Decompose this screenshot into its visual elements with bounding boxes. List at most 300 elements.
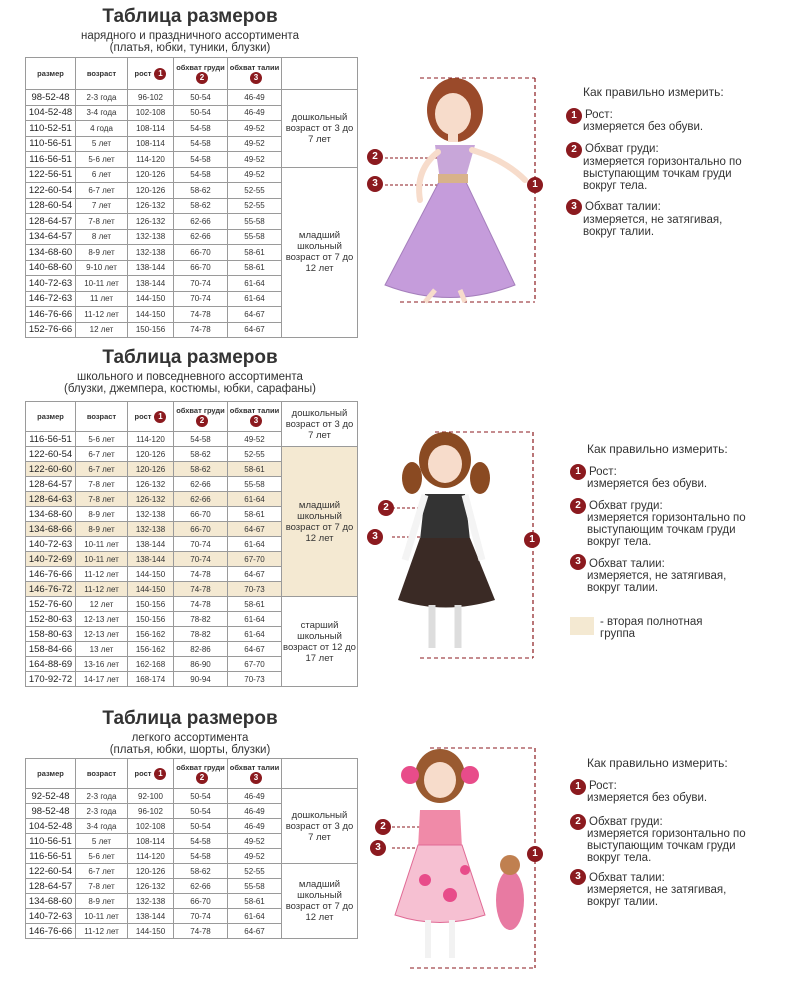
age-cell: 10-11 лет — [76, 552, 128, 567]
s2-subtitle-items: (блузки, джемпера, костюмы, юбки, сарафаны) — [64, 383, 316, 395]
chest-cell: 50-54 — [174, 90, 228, 106]
waist-cell: 52-55 — [228, 198, 282, 214]
chest-cell: 66-70 — [174, 260, 228, 276]
age-cell: 11-12 лет — [76, 307, 128, 323]
size-cell: 128-64-57 — [26, 477, 76, 492]
size-cell: 122-56-51 — [26, 167, 76, 183]
s2-size-table — [25, 401, 358, 687]
s3-howto-title: Как правильно измерить: — [587, 756, 728, 770]
waist-header-label: обхват талии — [229, 763, 280, 772]
s3-howto-badge-two: 2 — [570, 814, 586, 830]
age-cell: 11-12 лет — [76, 582, 128, 597]
height-cell: 132-138 — [128, 894, 174, 909]
waist-cell: 61-64 — [228, 909, 282, 924]
s3-subtitle-items: (платья, юбки, шорты, блузки) — [109, 744, 271, 756]
table-header-row — [26, 58, 358, 90]
s2-howto-badge-three: 3 — [570, 554, 586, 570]
size-cell: 104-52-48 — [26, 819, 76, 834]
chest-cell: 70-74 — [174, 291, 228, 307]
s1-marker-two: 2 — [367, 149, 383, 165]
height-cell: 150-156 — [128, 597, 174, 612]
age-cell: 8-9 лет — [76, 894, 128, 909]
size-cell: 158-80-63 — [26, 627, 76, 642]
waist-cell: 67-70 — [228, 552, 282, 567]
chest-cell: 66-70 — [174, 507, 228, 522]
chest-cell: 54-58 — [174, 152, 228, 168]
height-cell: 132-138 — [128, 507, 174, 522]
s1-marker-one: 1 — [527, 177, 543, 193]
s3-size-table — [25, 758, 358, 939]
height-cell: 138-144 — [128, 537, 174, 552]
size-cell: 140-72-63 — [26, 276, 76, 292]
age-cell: 6 лет — [76, 167, 128, 183]
waist-cell: 64-67 — [228, 642, 282, 657]
chest-cell: 70-74 — [174, 552, 228, 567]
chest-cell: 62-66 — [174, 229, 228, 245]
chest-cell: 62-66 — [174, 492, 228, 507]
size-cell: 146-76-66 — [26, 924, 76, 939]
chest-cell: 74-78 — [174, 322, 228, 338]
s1-howto-height-text: измеряется без обуви. — [583, 121, 704, 133]
s2-howto-height-text: измеряется без обуви. — [587, 478, 708, 490]
height-cell: 132-138 — [128, 522, 174, 537]
s1-howto-title: Как правильно измерить: — [583, 85, 724, 99]
s2-howto-badge-two: 2 — [570, 498, 586, 514]
size-cell: 128-64-57 — [26, 879, 76, 894]
size-cell: 92-52-48 — [26, 789, 76, 804]
waist-cell: 49-52 — [228, 432, 282, 447]
chest-header-number-badge: 2 — [196, 72, 208, 84]
age-header — [76, 759, 128, 789]
height-cell: 144-150 — [128, 567, 174, 582]
age-header — [76, 402, 128, 432]
height-cell: 96-102 — [128, 90, 174, 106]
age-cell: 8 лет — [76, 229, 128, 245]
height-cell: 138-144 — [128, 552, 174, 567]
waist-cell: 46-49 — [228, 804, 282, 819]
height-header — [128, 402, 174, 432]
chest-header-label: обхват груди — [176, 406, 225, 415]
age-cell: 8-9 лет — [76, 507, 128, 522]
size-cell: 98-52-48 — [26, 90, 76, 106]
s1-title: Таблица размеров — [102, 6, 278, 27]
chest-header — [174, 58, 228, 90]
waist-header — [228, 759, 282, 789]
chest-cell: 66-70 — [174, 522, 228, 537]
height-header — [128, 58, 174, 90]
s2-title: Таблица размеров — [102, 347, 278, 368]
s3-marker-two: 2 — [375, 819, 391, 835]
waist-cell: 55-58 — [228, 229, 282, 245]
height-header-label: рост — [134, 768, 152, 778]
age-cell: 7-8 лет — [76, 492, 128, 507]
waist-cell: 52-55 — [228, 447, 282, 462]
size-cell: 146-76-66 — [26, 307, 76, 323]
size-cell: 152-76-60 — [26, 597, 76, 612]
age-cell: 6-7 лет — [76, 864, 128, 879]
height-cell: 144-150 — [128, 924, 174, 939]
size-cell: 128-64-57 — [26, 214, 76, 230]
chest-header — [174, 759, 228, 789]
waist-cell: 64-67 — [228, 924, 282, 939]
chest-cell: 54-58 — [174, 432, 228, 447]
height-cell: 120-126 — [128, 167, 174, 183]
table-header-row — [26, 402, 358, 432]
height-cell: 108-114 — [128, 136, 174, 152]
age-group-cell: старший школьный возраст от 12 до 17 лет — [282, 597, 358, 687]
s1-size-table — [25, 57, 358, 338]
s3-howto-height-text: измеряется без обуви. — [587, 792, 708, 804]
height-cell: 126-132 — [128, 879, 174, 894]
chest-cell: 78-82 — [174, 612, 228, 627]
size-cell: 134-68-60 — [26, 894, 76, 909]
size-header — [26, 759, 76, 789]
chest-cell: 58-62 — [174, 864, 228, 879]
chest-cell: 78-82 — [174, 627, 228, 642]
waist-header-label: обхват талии — [229, 63, 280, 72]
s2-howto-waist-text: измеряется, не затягивая, вокруг талии. — [587, 570, 727, 594]
chest-cell: 58-62 — [174, 198, 228, 214]
waist-cell: 49-52 — [228, 167, 282, 183]
s2-marker-one: 1 — [524, 532, 540, 548]
size-cell: 134-64-57 — [26, 229, 76, 245]
height-cell: 138-144 — [128, 260, 174, 276]
waist-cell: 49-52 — [228, 849, 282, 864]
age-cell: 2-3 года — [76, 90, 128, 106]
waist-cell: 46-49 — [228, 90, 282, 106]
age-cell: 12 лет — [76, 597, 128, 612]
chest-cell: 66-70 — [174, 894, 228, 909]
size-cell: 152-76-66 — [26, 322, 76, 338]
height-cell: 144-150 — [128, 582, 174, 597]
height-header-number-badge: 1 — [154, 768, 166, 780]
table-row — [26, 167, 358, 183]
height-cell: 120-126 — [128, 462, 174, 477]
s2-howto-chest-text: измеряется горизонтально по выступающим точкам груди вокруг тела. — [587, 512, 746, 548]
size-cell: 122-60-60 — [26, 462, 76, 477]
s2-marker-three: 3 — [367, 529, 383, 545]
age-cell: 11 лет — [76, 291, 128, 307]
height-cell: 102-108 — [128, 105, 174, 121]
height-cell: 144-150 — [128, 307, 174, 323]
s1-subtitle-items: (платья, юбки, туники, блузки) — [109, 42, 271, 54]
height-cell: 108-114 — [128, 121, 174, 137]
size-cell: 128-60-54 — [26, 198, 76, 214]
age-cell: 8-9 лет — [76, 522, 128, 537]
waist-cell: 64-67 — [228, 322, 282, 338]
table-row — [26, 789, 358, 804]
chest-cell: 62-66 — [174, 214, 228, 230]
age-cell: 9-10 лет — [76, 260, 128, 276]
size-cell: 128-64-63 — [26, 492, 76, 507]
height-cell: 150-156 — [128, 322, 174, 338]
size-header — [26, 402, 76, 432]
height-cell: 120-126 — [128, 447, 174, 462]
s1-howto-waist-text: измеряется, не затягивая, вокруг талии. — [583, 214, 723, 238]
height-header — [128, 759, 174, 789]
height-cell: 114-120 — [128, 432, 174, 447]
height-cell: 162-168 — [128, 657, 174, 672]
height-cell: 126-132 — [128, 214, 174, 230]
age-group-cell: дошкольный возраст от 3 до 7 лет — [282, 789, 358, 864]
waist-cell: 58-61 — [228, 462, 282, 477]
s3-title: Таблица размеров — [102, 708, 278, 729]
age-cell: 7-8 лет — [76, 879, 128, 894]
waist-cell: 46-49 — [228, 789, 282, 804]
s1-subtitle: нарядного и праздничного ассортимента — [81, 30, 299, 42]
size-cell: 170-92-72 — [26, 672, 76, 687]
age-cell: 5-6 лет — [76, 152, 128, 168]
size-cell: 146-72-63 — [26, 291, 76, 307]
s1-howto-height-label: Рост: — [585, 109, 613, 121]
age-cell: 6-7 лет — [76, 462, 128, 477]
age-cell: 10-11 лет — [76, 276, 128, 292]
height-cell: 138-144 — [128, 276, 174, 292]
s2-subtitle: школьного и повседневного ассортимента — [77, 371, 303, 383]
chest-header-number-badge: 2 — [196, 772, 208, 784]
chest-cell: 74-78 — [174, 307, 228, 323]
table-row — [26, 864, 358, 879]
chest-cell: 50-54 — [174, 789, 228, 804]
s3-howto-badge-one: 1 — [570, 779, 586, 795]
chest-cell: 70-74 — [174, 276, 228, 292]
s1-howto-badge-three: 3 — [566, 199, 582, 215]
table-header-row — [26, 759, 358, 789]
chest-cell: 74-78 — [174, 582, 228, 597]
age-cell: 6-7 лет — [76, 183, 128, 199]
size-cell: 98-52-48 — [26, 804, 76, 819]
waist-cell: 55-58 — [228, 214, 282, 230]
height-cell: 126-132 — [128, 198, 174, 214]
size-header-label: размер — [37, 769, 64, 778]
size-cell: 134-68-60 — [26, 245, 76, 261]
second-fullness-group-swatch — [570, 617, 594, 635]
group-header-blank — [282, 759, 358, 789]
age-header — [76, 58, 128, 90]
size-cell: 116-56-51 — [26, 432, 76, 447]
waist-header-number-badge: 3 — [250, 415, 262, 427]
age-cell: 14-17 лет — [76, 672, 128, 687]
waist-cell: 58-61 — [228, 507, 282, 522]
age-cell: 8-9 лет — [76, 245, 128, 261]
size-header — [26, 58, 76, 90]
table-row — [26, 90, 358, 106]
age-cell: 3-4 года — [76, 105, 128, 121]
chest-cell: 54-58 — [174, 121, 228, 137]
chest-cell: 50-54 — [174, 819, 228, 834]
age-cell: 7 лет — [76, 198, 128, 214]
age-header-label: возраст — [86, 769, 117, 778]
height-cell: 168-174 — [128, 672, 174, 687]
height-cell: 144-150 — [128, 291, 174, 307]
size-cell: 122-60-54 — [26, 183, 76, 199]
age-cell: 2-3 года — [76, 804, 128, 819]
chest-header-label: обхват груди — [176, 63, 225, 72]
height-cell: 102-108 — [128, 819, 174, 834]
waist-cell: 55-58 — [228, 879, 282, 894]
size-cell: 164-88-69 — [26, 657, 76, 672]
waist-cell: 55-58 — [228, 477, 282, 492]
waist-cell: 61-64 — [228, 612, 282, 627]
size-cell: 110-56-51 — [26, 834, 76, 849]
chest-cell: 82-86 — [174, 642, 228, 657]
waist-cell: 46-49 — [228, 819, 282, 834]
size-header-label: размер — [37, 412, 64, 421]
age-cell: 13 лет — [76, 642, 128, 657]
age-cell: 5-6 лет — [76, 432, 128, 447]
waist-cell: 49-52 — [228, 834, 282, 849]
waist-header-label: обхват талии — [229, 406, 280, 415]
waist-cell: 49-52 — [228, 121, 282, 137]
height-cell: 132-138 — [128, 229, 174, 245]
height-header-label: рост — [134, 68, 152, 78]
chest-cell: 50-54 — [174, 804, 228, 819]
height-cell: 114-120 — [128, 849, 174, 864]
waist-cell: 49-52 — [228, 152, 282, 168]
size-cell: 158-84-66 — [26, 642, 76, 657]
height-header-label: рост — [134, 411, 152, 421]
age-cell: 11-12 лет — [76, 567, 128, 582]
height-cell: 126-132 — [128, 492, 174, 507]
age-header-label: возраст — [86, 69, 117, 78]
chest-cell: 62-66 — [174, 477, 228, 492]
s3-subtitle: легкого ассортимента — [131, 732, 249, 744]
chest-cell: 74-78 — [174, 597, 228, 612]
waist-cell: 64-67 — [228, 522, 282, 537]
size-cell: 122-60-54 — [26, 447, 76, 462]
age-cell: 10-11 лет — [76, 537, 128, 552]
age-group-cell: младший школьный возраст от 7 до 12 лет — [282, 167, 358, 338]
age-cell: 2-3 года — [76, 789, 128, 804]
s1-howto-badge-two: 2 — [566, 142, 582, 158]
s3-howto-waist-label: Обхват талии: — [589, 872, 665, 884]
s3-howto-chest-label: Обхват груди: — [589, 816, 663, 828]
s2-marker-two: 2 — [378, 500, 394, 516]
height-cell: 156-162 — [128, 627, 174, 642]
size-cell: 146-76-72 — [26, 582, 76, 597]
height-cell: 108-114 — [128, 834, 174, 849]
height-cell: 156-162 — [128, 642, 174, 657]
waist-cell: 67-70 — [228, 657, 282, 672]
chest-cell: 58-62 — [174, 447, 228, 462]
waist-cell: 61-64 — [228, 537, 282, 552]
height-cell: 120-126 — [128, 183, 174, 199]
s3-howto-badge-three: 3 — [570, 869, 586, 885]
size-cell: 116-56-51 — [26, 152, 76, 168]
age-cell: 5 лет — [76, 834, 128, 849]
waist-cell: 58-61 — [228, 245, 282, 261]
age-header-label: возраст — [86, 412, 117, 421]
waist-cell: 64-67 — [228, 567, 282, 582]
chest-cell: 62-66 — [174, 879, 228, 894]
chest-header-label: обхват груди — [176, 763, 225, 772]
height-cell: 138-144 — [128, 909, 174, 924]
s2-howto-badge-one: 1 — [570, 464, 586, 480]
size-cell: 152-80-63 — [26, 612, 76, 627]
s2-howto-chest-label: Обхват груди: — [589, 500, 663, 512]
waist-cell: 70-73 — [228, 672, 282, 687]
age-group-cell: дошкольный возраст от 3 до 7 лет — [282, 90, 358, 168]
height-header-number-badge: 1 — [154, 411, 166, 423]
age-cell: 5 лет — [76, 136, 128, 152]
chest-cell: 90-94 — [174, 672, 228, 687]
size-cell: 104-52-48 — [26, 105, 76, 121]
size-cell: 140-72-69 — [26, 552, 76, 567]
height-cell: 132-138 — [128, 245, 174, 261]
age-cell: 12-13 лет — [76, 627, 128, 642]
waist-cell: 61-64 — [228, 492, 282, 507]
s3-marker-one: 1 — [527, 846, 543, 862]
size-cell: 122-60-54 — [26, 864, 76, 879]
waist-cell: 58-61 — [228, 260, 282, 276]
age-cell: 13-16 лет — [76, 657, 128, 672]
chest-cell: 86-90 — [174, 657, 228, 672]
age-group-cell: дошкольный возраст от 3 до 7 лет — [282, 402, 358, 447]
size-cell: 140-72-63 — [26, 909, 76, 924]
size-header-label: размер — [37, 69, 64, 78]
age-cell: 12-13 лет — [76, 612, 128, 627]
age-cell: 5-6 лет — [76, 849, 128, 864]
s2-howto-height-label: Рост: — [589, 466, 617, 478]
chest-cell: 54-58 — [174, 849, 228, 864]
size-cell: 116-56-51 — [26, 849, 76, 864]
chest-header-number-badge: 2 — [196, 415, 208, 427]
chest-cell: 54-58 — [174, 136, 228, 152]
waist-cell: 61-64 — [228, 627, 282, 642]
height-cell: 150-156 — [128, 612, 174, 627]
waist-header-number-badge: 3 — [250, 72, 262, 84]
chest-cell: 58-62 — [174, 462, 228, 477]
waist-cell: 64-67 — [228, 307, 282, 323]
waist-header — [228, 402, 282, 432]
s1-howto-badge-one: 1 — [566, 108, 582, 124]
waist-cell: 61-64 — [228, 276, 282, 292]
waist-header-number-badge: 3 — [250, 772, 262, 784]
waist-cell: 49-52 — [228, 136, 282, 152]
waist-header — [228, 58, 282, 90]
waist-cell: 58-61 — [228, 597, 282, 612]
table-row — [26, 597, 358, 612]
s2-howto-title: Как правильно измерить: — [587, 442, 728, 456]
s1-howto-chest-text: измеряется горизонтально по выступающим точкам груди вокруг тела. — [583, 156, 742, 192]
waist-cell: 52-55 — [228, 183, 282, 199]
chest-cell: 54-58 — [174, 834, 228, 849]
size-cell: 134-68-60 — [26, 507, 76, 522]
size-cell: 134-68-66 — [26, 522, 76, 537]
waist-cell: 46-49 — [228, 105, 282, 121]
chest-cell: 74-78 — [174, 924, 228, 939]
waist-cell: 61-64 — [228, 291, 282, 307]
size-cell: 110-52-51 — [26, 121, 76, 137]
age-cell: 12 лет — [76, 322, 128, 338]
waist-cell: 58-61 — [228, 894, 282, 909]
height-cell: 96-102 — [128, 804, 174, 819]
height-header-number-badge: 1 — [154, 68, 166, 80]
girl-illustration-school — [370, 420, 570, 670]
age-cell: 6-7 лет — [76, 447, 128, 462]
chest-header — [174, 402, 228, 432]
height-cell: 126-132 — [128, 477, 174, 492]
table-row — [26, 447, 358, 462]
waist-cell: 52-55 — [228, 864, 282, 879]
chest-cell: 58-62 — [174, 183, 228, 199]
age-cell: 3-4 года — [76, 819, 128, 834]
size-cell: 140-72-63 — [26, 537, 76, 552]
second-fullness-group-legend: - вторая полнотная группа — [600, 616, 703, 640]
age-group-cell: младший школьный возраст от 7 до 12 лет — [282, 864, 358, 939]
age-cell: 11-12 лет — [76, 924, 128, 939]
s1-marker-three: 3 — [367, 176, 383, 192]
